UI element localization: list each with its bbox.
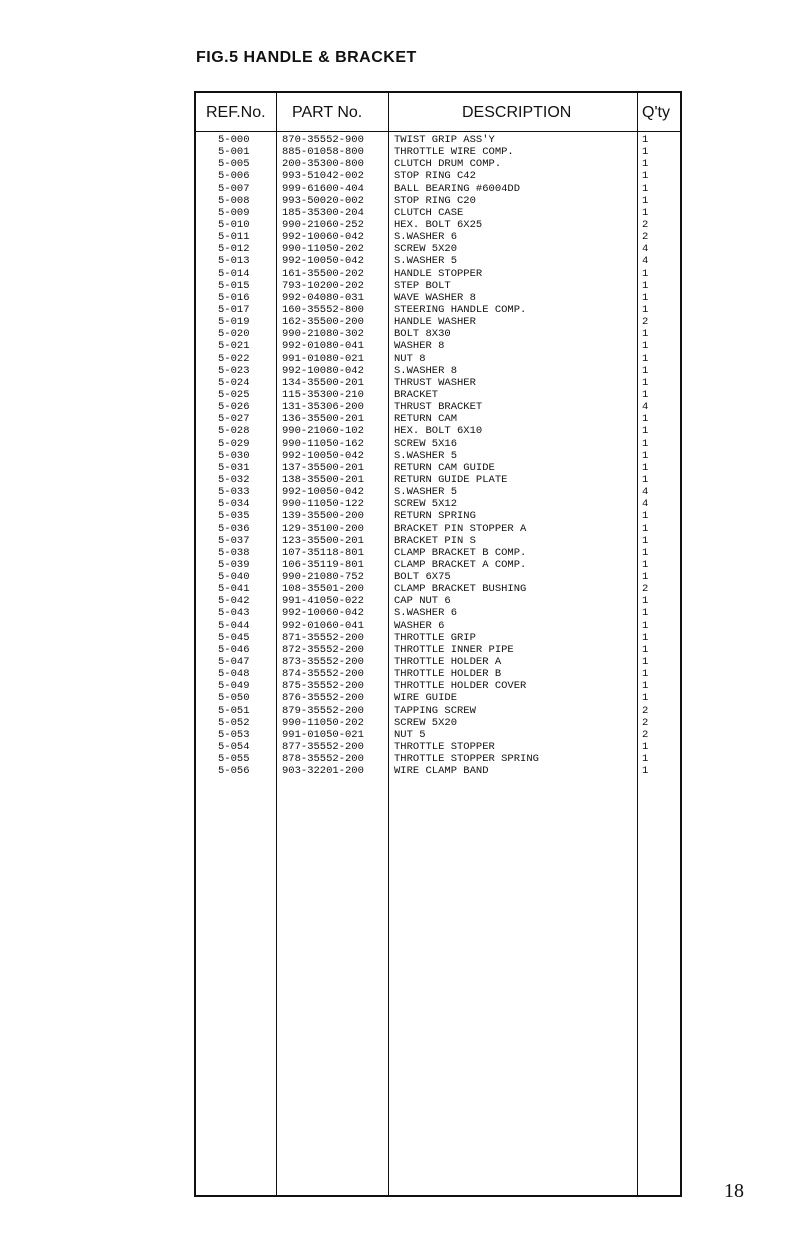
quantity-cell: 1 (642, 376, 649, 389)
ref-no-cell: 5-001 (218, 146, 250, 159)
part-no-cell: 870-35552-900 (282, 134, 364, 146)
ref-no-cell: 5-030 (218, 449, 250, 462)
quantity-cell: 1 (642, 546, 649, 559)
ref-no-cell: 5-029 (218, 437, 250, 450)
header-quantity: Q'ty (642, 104, 670, 121)
ref-no-cell: 5-046 (218, 643, 250, 656)
table-row (196, 183, 680, 195)
ref-no-cell: 5-011 (218, 231, 250, 244)
table-row (196, 741, 680, 753)
description-cell: BRACKET PIN STOPPER A (394, 522, 527, 535)
ref-no-cell: 5-049 (218, 680, 250, 693)
part-no-cell: 992-10050-042 (282, 486, 364, 499)
part-no-cell: 793-10200-202 (282, 279, 364, 292)
table-row (196, 583, 680, 595)
part-no-cell: 990-21060-102 (282, 425, 364, 438)
description-cell: S.WASHER 6 (394, 607, 458, 620)
description-cell: THROTTLE GRIP (394, 631, 476, 644)
quantity-cell: 1 (642, 425, 649, 438)
quantity-cell: 2 (642, 583, 649, 596)
quantity-cell: 1 (642, 473, 649, 486)
quantity-cell: 4 (642, 486, 649, 499)
quantity-cell: 1 (642, 534, 649, 547)
quantity-cell: 4 (642, 255, 649, 268)
part-no-cell: 990-11050-122 (282, 498, 364, 511)
description-cell: RETURN GUIDE PLATE (394, 473, 508, 486)
description-cell: SCREW 5X16 (394, 437, 458, 450)
ref-no-cell: 5-033 (218, 486, 250, 499)
table-row (196, 765, 680, 777)
description-cell: CLAMP BRACKET B COMP. (394, 546, 527, 559)
quantity-cell: 4 (642, 243, 649, 256)
description-cell: BALL BEARING #6004DD (394, 182, 521, 195)
quantity-cell: 1 (642, 279, 649, 292)
quantity-cell: 2 (642, 231, 649, 244)
quantity-cell: 1 (642, 643, 649, 656)
table-row (196, 571, 680, 583)
description-cell: STOP RING C42 (394, 170, 476, 183)
page-number: 18 (724, 1180, 744, 1202)
part-no-cell: 138-35500-201 (282, 473, 364, 486)
table-row (196, 389, 680, 401)
ref-no-cell: 5-023 (218, 364, 250, 377)
table-row (196, 268, 680, 280)
ref-no-cell: 5-026 (218, 401, 250, 414)
parts-table (194, 91, 682, 1197)
table-row (196, 523, 680, 535)
description-cell: S.WASHER 5 (394, 486, 458, 499)
header-part-no: PART No. (292, 104, 363, 121)
quantity-cell: 2 (642, 316, 649, 329)
description-cell: THROTTLE HOLDER COVER (394, 680, 527, 693)
ref-no-cell: 5-024 (218, 376, 250, 389)
description-cell: THRUST WASHER (394, 376, 476, 389)
ref-no-cell: 5-048 (218, 668, 250, 681)
ref-no-cell: 5-053 (218, 728, 250, 741)
ref-no-cell: 5-019 (218, 316, 250, 329)
table-row (196, 146, 680, 158)
ref-no-cell: 5-027 (218, 413, 250, 426)
quantity-cell: 1 (642, 741, 649, 754)
part-no-cell: 115-35300-210 (282, 388, 364, 401)
table-row (196, 753, 680, 765)
quantity-cell: 2 (642, 728, 649, 741)
table-row (196, 353, 680, 365)
table-row (196, 486, 680, 498)
part-no-cell: 990-11050-202 (282, 716, 364, 729)
quantity-cell: 1 (642, 388, 649, 401)
quantity-cell: 1 (642, 158, 649, 171)
part-no-cell: 990-21060-252 (282, 218, 364, 231)
ref-no-cell: 5-042 (218, 595, 250, 608)
part-no-cell: 991-41050-022 (282, 595, 364, 608)
table-row (196, 644, 680, 656)
table-row (196, 607, 680, 619)
description-cell: S.WASHER 5 (394, 255, 458, 268)
quantity-cell: 1 (642, 267, 649, 280)
ref-no-cell: 5-041 (218, 583, 250, 596)
table-row (196, 328, 680, 340)
quantity-cell: 1 (642, 206, 649, 219)
description-cell: WIRE GUIDE (394, 692, 458, 705)
quantity-cell: 1 (642, 571, 649, 584)
ref-no-cell: 5-006 (218, 170, 250, 183)
ref-no-cell: 5-056 (218, 765, 250, 778)
quantity-cell: 1 (642, 449, 649, 462)
table-row (196, 280, 680, 292)
part-no-cell: 992-10060-042 (282, 231, 364, 244)
quantity-cell: 1 (642, 595, 649, 608)
table-row (196, 158, 680, 170)
quantity-cell: 1 (642, 170, 649, 183)
quantity-cell: 1 (642, 328, 649, 341)
quantity-cell: 2 (642, 704, 649, 717)
part-no-cell: 992-04080-031 (282, 291, 364, 304)
table-row (196, 134, 680, 146)
part-no-cell: 885-01058-800 (282, 146, 364, 159)
quantity-cell: 1 (642, 182, 649, 195)
quantity-cell: 1 (642, 680, 649, 693)
ref-no-cell: 5-028 (218, 425, 250, 438)
table-row (196, 304, 680, 316)
quantity-cell: 1 (642, 303, 649, 316)
description-cell: THRUST BRACKET (394, 401, 483, 414)
ref-no-cell: 5-035 (218, 510, 250, 523)
part-no-cell: 108-35501-200 (282, 583, 364, 596)
table-row (196, 462, 680, 474)
table-row (196, 401, 680, 413)
table-row (196, 692, 680, 704)
ref-no-cell: 5-013 (218, 255, 250, 268)
part-no-cell: 992-01080-041 (282, 340, 364, 353)
table-row (196, 450, 680, 462)
quantity-cell: 1 (642, 753, 649, 766)
part-no-cell: 990-11050-162 (282, 437, 364, 450)
table-row (196, 680, 680, 692)
part-no-cell: 991-01080-021 (282, 352, 364, 365)
ref-no-cell: 5-017 (218, 303, 250, 316)
quantity-cell: 1 (642, 194, 649, 207)
description-cell: BOLT 8X30 (394, 328, 451, 341)
ref-no-cell: 5-031 (218, 461, 250, 474)
table-row (196, 559, 680, 571)
table-body (196, 134, 680, 777)
description-cell: THROTTLE HOLDER A (394, 656, 502, 669)
table-row (196, 668, 680, 680)
ref-no-cell: 5-038 (218, 546, 250, 559)
quantity-cell: 1 (642, 364, 649, 377)
table-row (196, 255, 680, 267)
ref-no-cell: 5-036 (218, 522, 250, 535)
table-row (196, 377, 680, 389)
description-cell: CLAMP BRACKET A COMP. (394, 558, 527, 571)
part-no-cell: 992-10060-042 (282, 607, 364, 620)
quantity-cell: 1 (642, 631, 649, 644)
quantity-cell: 1 (642, 340, 649, 353)
table-row (196, 219, 680, 231)
header-divider (196, 131, 680, 132)
ref-no-cell: 5-045 (218, 631, 250, 644)
part-no-cell: 106-35119-801 (282, 558, 364, 571)
quantity-cell: 4 (642, 401, 649, 414)
table-row (196, 632, 680, 644)
ref-no-cell: 5-043 (218, 607, 250, 620)
description-cell: NUT 5 (394, 728, 426, 741)
ref-no-cell: 5-050 (218, 692, 250, 705)
ref-no-cell: 5-040 (218, 571, 250, 584)
description-cell: SCREW 5X20 (394, 243, 458, 256)
table-row (196, 316, 680, 328)
ref-no-cell: 5-009 (218, 206, 250, 219)
table-row (196, 170, 680, 182)
part-no-cell: 161-35500-202 (282, 267, 364, 280)
description-cell: S.WASHER 5 (394, 449, 458, 462)
page-title: FIG.5 HANDLE & BRACKET (196, 49, 417, 66)
description-cell: BOLT 6X75 (394, 571, 451, 584)
table-row (196, 413, 680, 425)
part-no-cell: 123-35500-201 (282, 534, 364, 547)
description-cell: HEX. BOLT 6X10 (394, 425, 483, 438)
description-cell: HEX. BOLT 6X25 (394, 218, 483, 231)
part-no-cell: 185-35300-204 (282, 206, 364, 219)
description-cell: RETURN CAM GUIDE (394, 461, 495, 474)
table-row (196, 243, 680, 255)
table-row (196, 207, 680, 219)
description-cell: SCREW 5X12 (394, 498, 458, 511)
quantity-cell: 1 (642, 134, 649, 146)
description-cell: WIRE CLAMP BAND (394, 765, 489, 778)
table-row (196, 340, 680, 352)
description-cell: BRACKET (394, 388, 439, 401)
table-row (196, 474, 680, 486)
quantity-cell: 1 (642, 352, 649, 365)
table-row (196, 195, 680, 207)
part-no-cell: 131-35306-200 (282, 401, 364, 414)
part-no-cell: 107-35118-801 (282, 546, 364, 559)
ref-no-cell: 5-007 (218, 182, 250, 195)
ref-no-cell: 5-020 (218, 328, 250, 341)
part-no-cell: 993-50020-002 (282, 194, 364, 207)
quantity-cell: 1 (642, 461, 649, 474)
quantity-cell: 1 (642, 765, 649, 778)
description-cell: TWIST GRIP ASS'Y (394, 134, 495, 146)
part-no-cell: 872-35552-200 (282, 643, 364, 656)
part-no-cell: 129-35100-200 (282, 522, 364, 535)
part-no-cell: 993-51042-002 (282, 170, 364, 183)
ref-no-cell: 5-039 (218, 558, 250, 571)
quantity-cell: 1 (642, 668, 649, 681)
table-row (196, 705, 680, 717)
part-no-cell: 134-35500-201 (282, 376, 364, 389)
part-no-cell: 876-35552-200 (282, 692, 364, 705)
description-cell: CLAMP BRACKET BUSHING (394, 583, 527, 596)
table-row (196, 438, 680, 450)
table-row (196, 510, 680, 522)
quantity-cell: 1 (642, 437, 649, 450)
table-row (196, 425, 680, 437)
ref-no-cell: 5-005 (218, 158, 250, 171)
quantity-cell: 1 (642, 413, 649, 426)
part-no-cell: 875-35552-200 (282, 680, 364, 693)
table-row (196, 292, 680, 304)
description-cell: THROTTLE HOLDER B (394, 668, 502, 681)
ref-no-cell: 5-025 (218, 388, 250, 401)
part-no-cell: 137-35500-201 (282, 461, 364, 474)
quantity-cell: 2 (642, 218, 649, 231)
ref-no-cell: 5-052 (218, 716, 250, 729)
description-cell: WAVE WASHER 8 (394, 291, 476, 304)
description-cell: STEERING HANDLE COMP. (394, 303, 527, 316)
ref-no-cell: 5-022 (218, 352, 250, 365)
table-row (196, 535, 680, 547)
description-cell: RETURN SPRING (394, 510, 476, 523)
quantity-cell: 2 (642, 716, 649, 729)
ref-no-cell: 5-055 (218, 753, 250, 766)
table-row (196, 498, 680, 510)
description-cell: RETURN CAM (394, 413, 458, 426)
part-no-cell: 992-10050-042 (282, 449, 364, 462)
part-no-cell: 878-35552-200 (282, 753, 364, 766)
part-no-cell: 903-32201-200 (282, 765, 364, 778)
part-no-cell: 871-35552-200 (282, 631, 364, 644)
quantity-cell: 4 (642, 498, 649, 511)
description-cell: STEP BOLT (394, 279, 451, 292)
part-no-cell: 160-35552-800 (282, 303, 364, 316)
quantity-cell: 1 (642, 510, 649, 523)
part-no-cell: 992-10050-042 (282, 255, 364, 268)
ref-no-cell: 5-014 (218, 267, 250, 280)
table-row (196, 365, 680, 377)
ref-no-cell: 5-034 (218, 498, 250, 511)
part-no-cell: 873-35552-200 (282, 656, 364, 669)
description-cell: WASHER 8 (394, 340, 445, 353)
part-no-cell: 999-61600-404 (282, 182, 364, 195)
description-cell: THROTTLE STOPPER SPRING (394, 753, 539, 766)
part-no-cell: 879-35552-200 (282, 704, 364, 717)
ref-no-cell: 5-021 (218, 340, 250, 353)
part-no-cell: 990-21080-302 (282, 328, 364, 341)
ref-no-cell: 5-012 (218, 243, 250, 256)
part-no-cell: 877-35552-200 (282, 741, 364, 754)
ref-no-cell: 5-016 (218, 291, 250, 304)
ref-no-cell: 5-010 (218, 218, 250, 231)
quantity-cell: 1 (642, 558, 649, 571)
description-cell: HANDLE WASHER (394, 316, 476, 329)
part-no-cell: 991-01050-021 (282, 728, 364, 741)
description-cell: S.WASHER 6 (394, 231, 458, 244)
header-ref-no: REF.No. (206, 104, 266, 121)
description-cell: CLUTCH CASE (394, 206, 464, 219)
table-row (196, 547, 680, 559)
part-no-cell: 990-11050-202 (282, 243, 364, 256)
table-row (196, 729, 680, 741)
quantity-cell: 1 (642, 692, 649, 705)
quantity-cell: 1 (642, 146, 649, 159)
table-row (196, 656, 680, 668)
part-no-cell: 136-35500-201 (282, 413, 364, 426)
ref-no-cell: 5-008 (218, 194, 250, 207)
description-cell: BRACKET PIN S (394, 534, 476, 547)
ref-no-cell: 5-047 (218, 656, 250, 669)
description-cell: TAPPING SCREW (394, 704, 476, 717)
description-cell: S.WASHER 8 (394, 364, 458, 377)
quantity-cell: 1 (642, 522, 649, 535)
ref-no-cell: 5-037 (218, 534, 250, 547)
part-no-cell: 992-01060-041 (282, 619, 364, 632)
description-cell: THROTTLE WIRE COMP. (394, 146, 514, 159)
table-row (196, 620, 680, 632)
table-row (196, 595, 680, 607)
quantity-cell: 1 (642, 656, 649, 669)
table-row (196, 231, 680, 243)
part-no-cell: 992-10080-042 (282, 364, 364, 377)
quantity-cell: 1 (642, 619, 649, 632)
quantity-cell: 1 (642, 607, 649, 620)
description-cell: HANDLE STOPPER (394, 267, 483, 280)
description-cell: CAP NUT 6 (394, 595, 451, 608)
ref-no-cell: 5-051 (218, 704, 250, 717)
description-cell: STOP RING C20 (394, 194, 476, 207)
part-no-cell: 990-21080-752 (282, 571, 364, 584)
description-cell: THROTTLE STOPPER (394, 741, 495, 754)
header-description: DESCRIPTION (462, 104, 572, 121)
description-cell: NUT 8 (394, 352, 426, 365)
description-cell: WASHER 6 (394, 619, 445, 632)
ref-no-cell: 5-054 (218, 741, 250, 754)
part-no-cell: 200-35300-800 (282, 158, 364, 171)
part-no-cell: 874-35552-200 (282, 668, 364, 681)
description-cell: THROTTLE INNER PIPE (394, 643, 514, 656)
ref-no-cell: 5-015 (218, 279, 250, 292)
part-no-cell: 162-35500-200 (282, 316, 364, 329)
ref-no-cell: 5-032 (218, 473, 250, 486)
table-row (196, 717, 680, 729)
ref-no-cell: 5-000 (218, 134, 250, 146)
quantity-cell: 1 (642, 291, 649, 304)
description-cell: CLUTCH DRUM COMP. (394, 158, 502, 171)
ref-no-cell: 5-044 (218, 619, 250, 632)
part-no-cell: 139-35500-200 (282, 510, 364, 523)
description-cell: SCREW 5X20 (394, 716, 458, 729)
